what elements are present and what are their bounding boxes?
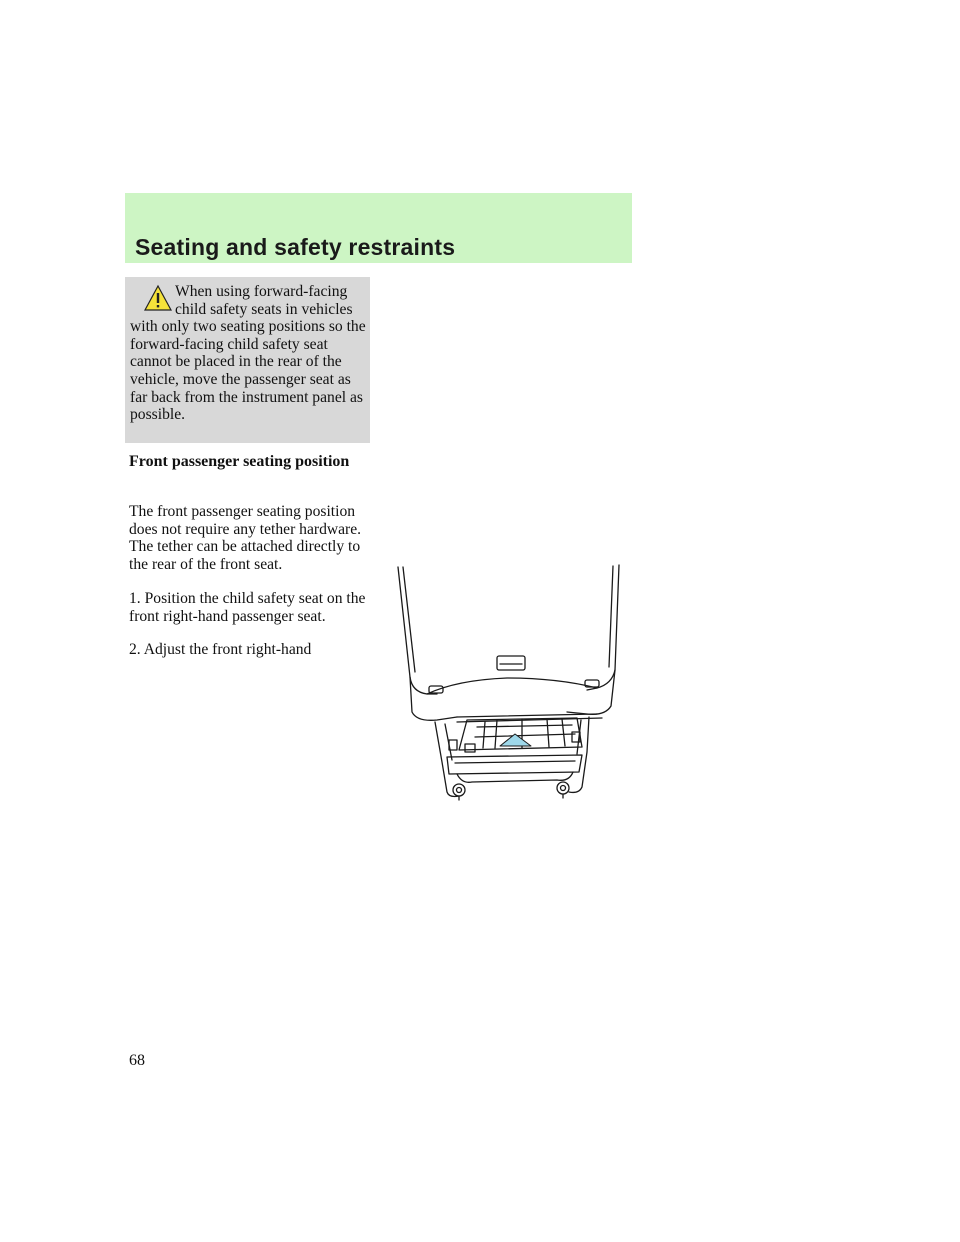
page-number: 68 (129, 1052, 145, 1069)
warning-text: When using forward-facing child safety seats in vehicles with only two seating positions so the forward-facing child safety seat cannot be placed in the rear of the vehicle, move the passenger seat as far back from the instrument panel as possible. (130, 283, 366, 424)
step-paragraph: 1. Position the child safety seat on the front right-hand passenger seat. (129, 590, 366, 625)
warning-box (125, 277, 370, 443)
body-paragraph: The front passenger seating position does not require any tether hardware. The tether can be attached directly to the rear of the front seat. (129, 503, 362, 573)
section-heading: Front passenger seating position (129, 453, 350, 470)
step-paragraph: 2. Adjust the front right-hand (129, 641, 312, 658)
section-title: Seating and safety restraints (135, 234, 456, 260)
seat-rear-illustration (397, 562, 624, 802)
warning-text-block (130, 283, 368, 424)
section-header-band (125, 193, 632, 263)
